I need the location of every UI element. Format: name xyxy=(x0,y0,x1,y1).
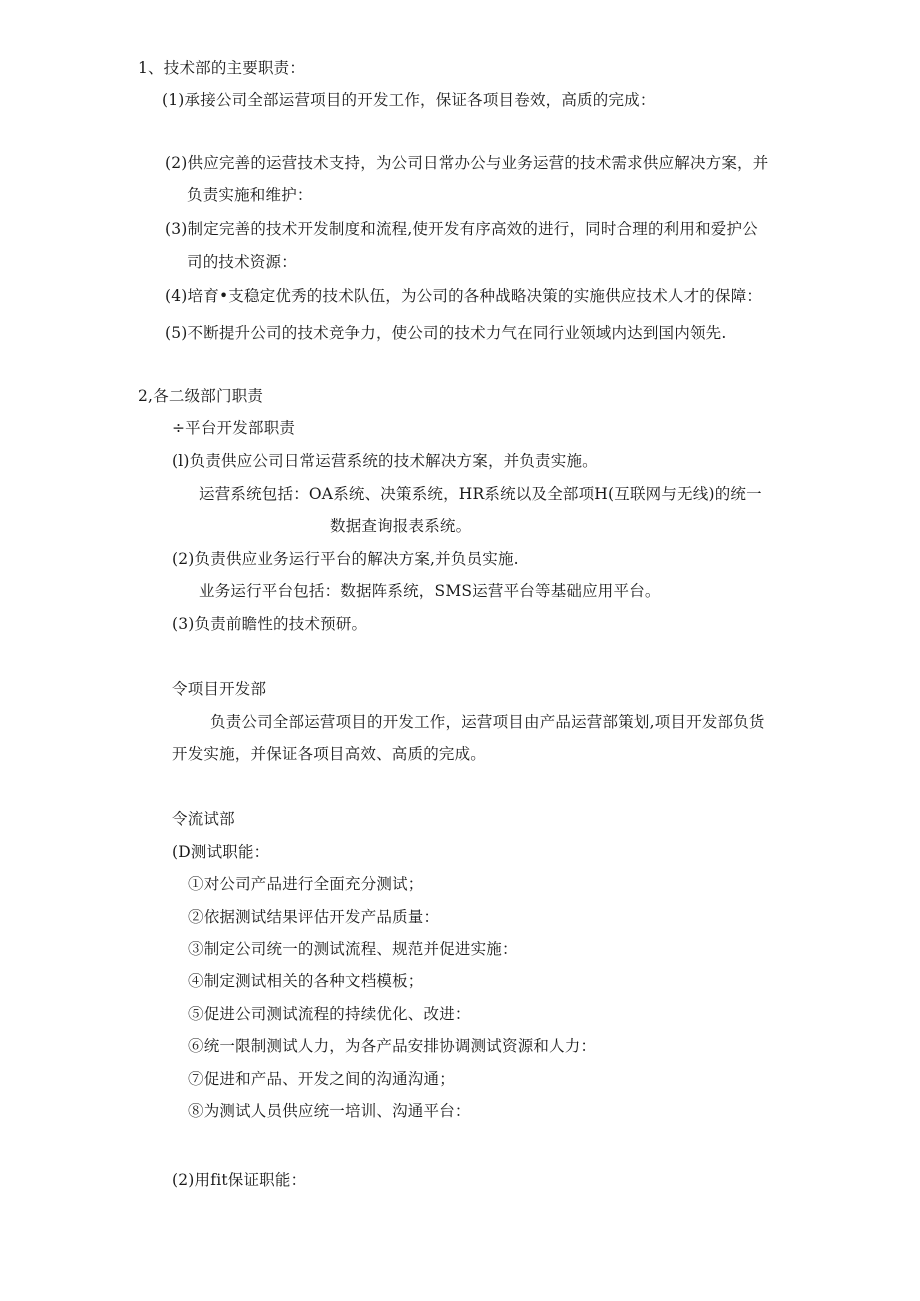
section1-item-5: (5)不断提升公司的技术竞争力，使公司的技术力气在同行业领域内达到国内领先. xyxy=(165,324,727,342)
platform-title: ÷平台开发部职责 xyxy=(172,419,296,437)
testing-item-7: ⑦促进和产品、开发之间的沟通沟通； xyxy=(188,1070,455,1088)
platform-line-3: 数据查询报表系统。 xyxy=(330,517,472,535)
platform-line-1: (l)负责供应公司日常运营系统的技术解决方案，并负责实施。 xyxy=(172,452,598,470)
project-title: 令项目开发部 xyxy=(172,680,267,698)
testing-item-5: ⑤促进公司测试流程的持续优化、改进： xyxy=(188,1005,471,1023)
testing-item-1: ①对公司产品进行全面充分测试； xyxy=(188,875,424,893)
testing-item-6: ⑥统一限制测试人力，为各产品安排协调测试资源和人力： xyxy=(188,1037,597,1055)
project-line-2: 开发实施，并保证各项目高效、高质的完成。 xyxy=(172,745,487,763)
testing-item-3: ③制定公司统一的测试流程、规范并促进实施： xyxy=(188,940,518,958)
section1-item-2: (2)供应完善的运营技术支持，为公司日常办公与业务运营的技术需求供应解决方案，并 xyxy=(165,154,769,172)
platform-line-5: 业务运行平台包括：数据阵系统，SMS运营平台等基础应用平台。 xyxy=(199,582,661,600)
section1-heading: 1、技术部的主要职责： xyxy=(138,59,306,77)
platform-line-6: (3)负责前瞻性的技术预研。 xyxy=(172,615,368,633)
section1-item-3: (3)制定完善的技术开发制度和流程,使开发有序高效的进行，同时合理的利用和爱护公 xyxy=(165,220,758,238)
testing-sub1: (D测试职能： xyxy=(172,843,270,861)
section1-item-3-cont: 司的技术资源： xyxy=(187,253,297,271)
platform-line-2: 运营系统包括：OA系统、决策系统，HR系统以及全部项H(互联网与无线)的统一 xyxy=(199,485,762,503)
testing-sub2: (2)用fit保证职能： xyxy=(172,1171,307,1189)
project-line-1: 负责公司全部运营项目的开发工作，运营项目由产品运营部策划,项目开发部负货 xyxy=(210,713,765,731)
testing-item-8: ⑧为测试人员供应统一培训、沟通平台： xyxy=(188,1102,471,1120)
section1-item-2-cont: 负责实施和维护： xyxy=(187,186,313,204)
testing-item-4: ④制定测试相关的各种文档模板； xyxy=(188,972,424,990)
platform-line-4: (2)负责供应业务运行平台的解决方案,并负员实施. xyxy=(172,550,519,568)
section1-item-4: (4)培育•支稳定优秀的技术队伍，为公司的各种战略决策的实施供应技术人才的保障： xyxy=(165,287,763,305)
testing-item-2: ②依据测试结果评估开发产品质量： xyxy=(188,908,440,926)
section1-item-1: (1)承接公司全部运营项目的开发工作，保证各项目卷效，高质的完成： xyxy=(162,91,656,109)
section2-heading: 2,各二级部门职责 xyxy=(138,387,264,405)
testing-title: 令流试部 xyxy=(172,810,235,828)
